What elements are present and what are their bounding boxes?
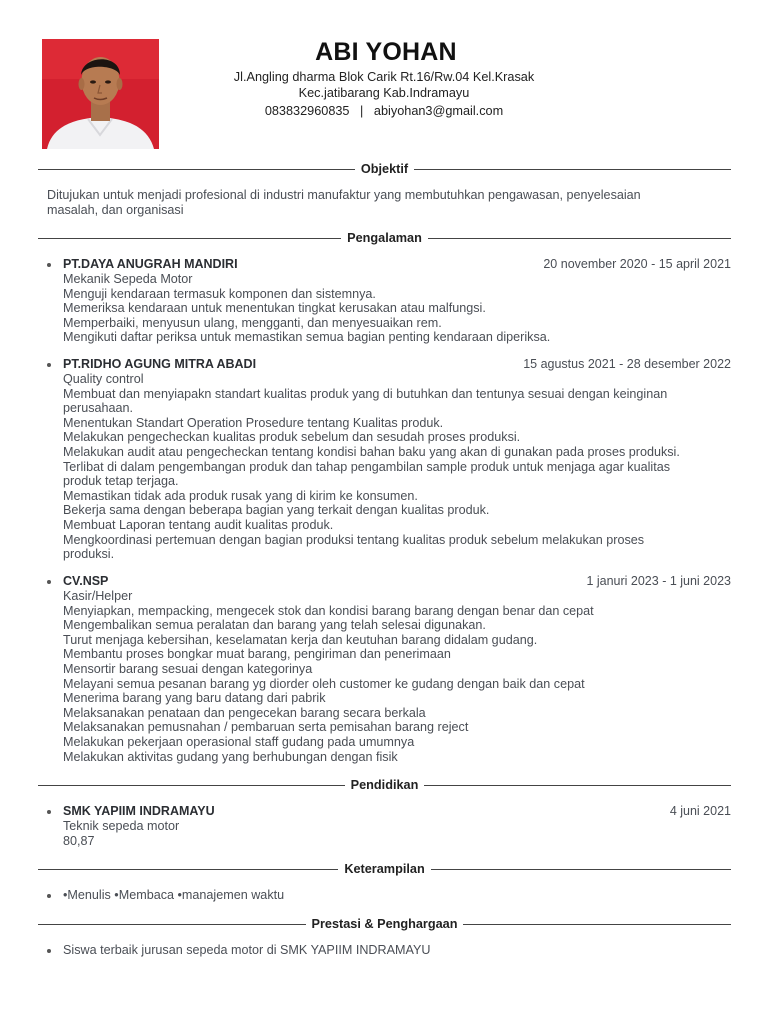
divider-line [414, 169, 731, 170]
detail-line: Terlibat di dalam pengembangan produk dan tahap pengambilan sample produk untuk menjaga agar kualitas [63, 459, 671, 474]
education-entry-head [47, 804, 731, 819]
detail-line: Quality control [63, 372, 144, 386]
divider-line [463, 924, 731, 925]
bullet-icon [47, 894, 51, 898]
detail-line: Membuat Laporan tentang audit kualitas produk. [63, 517, 334, 532]
section-title: Prestasi & Penghargaan [311, 917, 458, 931]
section-objective-header [38, 161, 731, 177]
section-education-header [38, 777, 731, 793]
objective-line: masalah, dan organisasi [47, 203, 184, 217]
detail-line: Menentukan Standart Operation Prosedure tentang Kualitas produk. [63, 415, 444, 430]
experience-entry [47, 574, 731, 764]
bullet-icon [47, 363, 51, 367]
detail-line: Melayani semua pesanan barang yg diorder oleh customer ke gudang dengan baik dan cepat [63, 676, 585, 691]
section-experience-header [38, 230, 731, 246]
detail-line: Memastikan tidak ada produk rusak yang di kirim ke konsumen. [63, 488, 418, 503]
date-range: 1 januri 2023 - 1 juni 2023 [586, 574, 731, 588]
divider-line [38, 869, 338, 870]
section-title: Pendidikan [350, 778, 419, 792]
divider-line [38, 785, 345, 786]
divider-line [424, 785, 731, 786]
bullet-icon [47, 580, 51, 584]
detail-line: Melakukan pengecheckan kualitas produk sebelum dan sesudah proses produksi. [63, 430, 521, 445]
experience-entry [47, 257, 731, 345]
section-title: Pengalaman [347, 231, 422, 245]
detail-line: Melakukan pekerjaan operasional staff gudang pada umumnya [63, 734, 415, 749]
divider-line [431, 869, 731, 870]
school-name: SMK YAPIIM INDRAMAYU [63, 804, 215, 818]
company-name: CV.NSP [63, 574, 109, 588]
experience-details [63, 272, 731, 345]
bullet-icon [47, 949, 51, 953]
address-line-1: Jl.Angling dharma Blok Carik Rt.16/Rw.04 Kel.Krasak [233, 70, 535, 84]
detail-line: Memperbaiki, menyusun ulang, mengganti, dan menyesuaikan rem. [63, 315, 442, 330]
graduation-date: 4 juni 2021 [669, 804, 731, 818]
date-range: 15 agustus 2021 - 28 desember 2022 [523, 357, 731, 371]
experience-details [63, 372, 731, 562]
skills-text: •Menulis •Membaca •manajemen waktu [63, 888, 285, 902]
education-details [63, 819, 731, 848]
detail-line: Mekanik Sepeda Motor [63, 272, 193, 286]
detail-line: Memeriksa kendaraan untuk menentukan tingkat kerusakan atau malfungsi. [63, 301, 486, 316]
detail-line: Menyiapkan, mempacking, mengecek stok dan kondisi barang barang dengan benar dan cepat [63, 603, 594, 618]
address-line-2: Kec.jatibarang Kab.Indramayu [298, 86, 470, 100]
detail-line: Membuat dan menyiapakn standart kualitas produk yang di butuhkan dan tentunya sesuai dengan keinginan [63, 386, 668, 401]
experience-entry-head [47, 357, 731, 372]
detail-line: Melakukan aktivitas gudang yang berhubungan dengan fisik [63, 749, 398, 764]
objective-text [47, 188, 731, 218]
experience-details [63, 589, 731, 764]
awards-item [47, 943, 731, 958]
divider-line [38, 169, 355, 170]
detail-line: produksi. [63, 547, 115, 562]
company-name: PT.RIDHO AGUNG MITRA ABADI [63, 357, 257, 371]
contact-line: 083832960835 | abiyohan3@gmail.com [264, 104, 504, 118]
detail-line: Turut menjaga kebersihan, keselamatan kerja dan keutuhan barang didalam gudang. [63, 632, 538, 647]
detail-line: Melaksanakan penataan dan pengecekan barang secara berkala [63, 705, 426, 720]
section-title: Keterampilan [344, 862, 425, 876]
section-awards-header [38, 916, 731, 932]
bullet-icon [47, 263, 51, 267]
bullet-icon [47, 810, 51, 814]
detail-line: Teknik sepeda motor [63, 819, 180, 833]
detail-line: Mengembalikan semua peralatan dan barang yang telah selesai digunakan. [63, 618, 486, 633]
detail-line: Mengkoordinasi pertemuan dengan bagian produksi tentang kualitas produk sebelum melakukan proses [63, 532, 645, 547]
skills-item [47, 888, 731, 903]
detail-line: Menguji kendaraan termasuk komponen dan sistemnya. [63, 286, 376, 301]
detail-line: Melakukan audit atau pengecheckan tentang kondisi bahan baku yang akan di gunakan pada proses produksi. [63, 444, 680, 459]
detail-line: Mengikuti daftar periksa untuk memastikan semua bagian penting kendaraan diperiksa. [63, 330, 551, 345]
company-name: PT.DAYA ANUGRAH MANDIRI [63, 257, 238, 271]
candidate-name: ABI YOHAN [315, 38, 457, 66]
education-entry [47, 804, 731, 848]
divider-line [428, 238, 731, 239]
detail-line: Melaksanakan pemusnahan / pembaruan serta pemisahan barang reject [63, 720, 469, 735]
section-skills-header [38, 861, 731, 877]
detail-line: Kasir/Helper [63, 589, 133, 603]
date-range: 20 november 2020 - 15 april 2021 [543, 257, 731, 271]
detail-line: 80,87 [63, 833, 95, 848]
objective-line: Ditujukan untuk menjadi profesional di industri manufaktur yang membutuhkan pengawasan, penyelesaian [47, 188, 641, 202]
divider-line [38, 238, 341, 239]
detail-line: Menerima barang yang baru datang dari pabrik [63, 691, 326, 706]
experience-entry [47, 357, 731, 562]
detail-line: Bekerja sama dengan beberapa bagian yang terkait dengan kualitas produk. [63, 503, 490, 518]
section-title: Objektif [360, 162, 409, 176]
detail-line: Mensortir barang sesuai dengan kategorinya [63, 661, 313, 676]
detail-line: Membantu proses bongkar muat barang, pengiriman dan penerimaan [63, 647, 451, 662]
awards-text: Siswa terbaik jurusan sepeda motor di SMK YAPIIM INDRAMAYU [63, 943, 431, 957]
detail-line: produk tetap terjaga. [63, 474, 179, 489]
detail-line: perusahaan. [63, 401, 134, 416]
experience-entry-head [47, 257, 731, 272]
experience-entry-head [47, 574, 731, 589]
divider-line [38, 924, 306, 925]
